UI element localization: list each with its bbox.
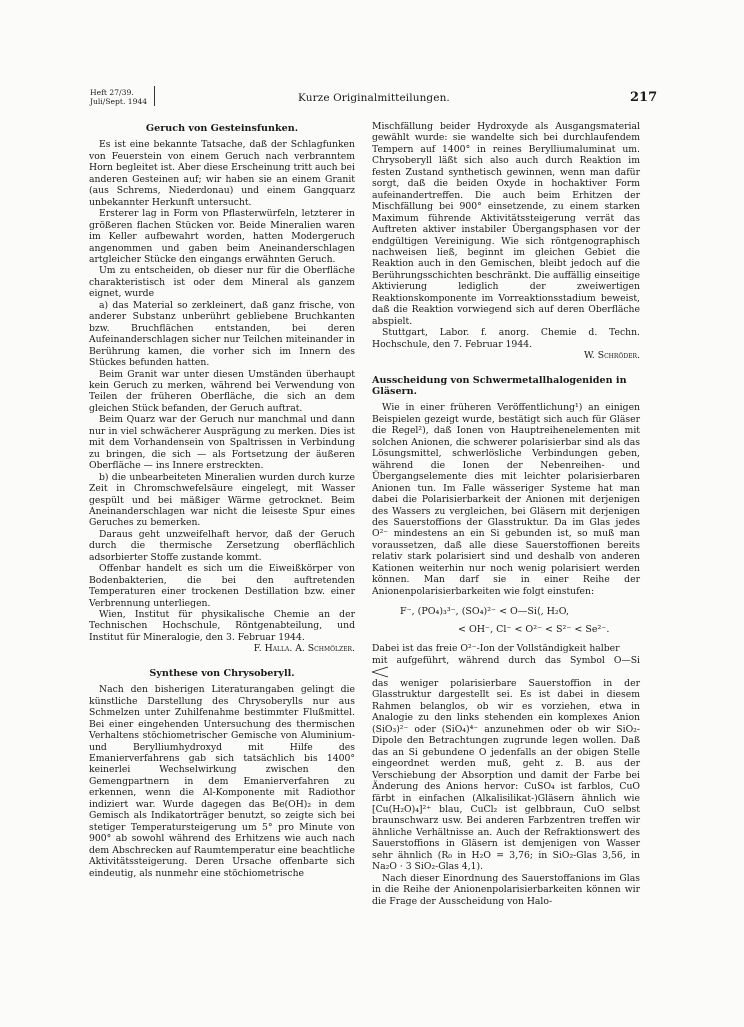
symbol-line-text: mit aufgeführt, während durch das Symbol O—Si — [372, 654, 640, 666]
author-signature: F. Halla. A. Schmölzer. — [253, 643, 355, 655]
paragraph: Nach dieser Einordnung des Sauerstoffanions im Glas in die Reihe der Anionenpolarisierbarkeiten können wir die Frage der Ausscheidung von Halo- — [372, 872, 640, 907]
paragraph: Daraus geht unzweifelhaft hervor, daß der Geruch durch die thermische Zersetzung oberflächlich adsorbierter Stoffe zustande kommt. — [89, 528, 355, 563]
page-header — [0, 0, 744, 120]
paragraph: Wie in einer früheren Veröffentlichung¹) an einigen Beispielen gezeigt wurde, bestätigt sich auch für Gläser die Regel²), daß Ionen von Hauptreihenelementen mit solchen Anionen, die schwerer polarisierbar sind als das Lösungsmittel, schwerlösliche Verbindungen geben, während die Ionen der Nebenreihen- und Übergangselemente dies mit leichter polarisierbaren Anionen tun. Im Falle wässeriger Systeme hat man dabei die Polarisierbarkeit der Anionen mit derjenigen des Wassers zu vergleichen, bei Gläsern mit derjenigen des Sauerstoffions der Glasstruktur. Da im Glas jedes O²⁻ mindestens an ein Si gebunden ist, so muß man voraussetzen, daß alle diese Sauerstoffionen bereits relativ stark polarisiert sind und deshalb von anderen Kationen weiterhin nur noch wenig polarisiert werden können. Man darf sie in einer Reihe der Anionenpolarisierbarkeiten wie folgt einstufen: — [372, 402, 640, 597]
affiliation: Wien, Institut für physikalische Chemie an der Technischen Hochschule, Röntgenabteilung, und Institut für Mineralogie, den 3. Februar 1944. — [89, 609, 355, 643]
list-item-a: a) das Material so zerkleinert, daß ganz frische, von anderer Substanz unberührt gebliebene Bruchkanten bzw. Bruchflächen entstanden, bei deren Aufeinanderschlagen sicher nur Teilchen miteinander in Berührung kamen, die vorher sich im Innern des Stückes befunden hatten. — [89, 299, 355, 369]
affiliation: Stuttgart, Labor. f. anorg. Chemie d. Techn. Hochschule, den 7. Februar 1944. — [372, 327, 640, 350]
paragraph: Beim Granit war unter diesen Umständen überhaupt kein Geruch zu merken, während bei Verwendung von Teilen der früheren Oberfläche, die sich an dem gleichen Stück befanden, der Geruch auftrat. — [89, 368, 355, 414]
symbol-line — [372, 655, 640, 678]
page-number: 217 — [630, 90, 658, 105]
paragraph: Um zu entscheiden, ob dieser nur für die Oberfläche charakteristisch ist oder dem Mineral als ganzem eignet, wurde — [89, 265, 355, 300]
left-column — [89, 118, 355, 879]
paragraph: Offenbar handelt es sich um die Eiweißkörper von Bodenbakterien, die bei den auftretenden Temperaturen einer trockenen Destillation bzw. einer Verbrennung unterliegen. — [89, 563, 355, 609]
issue-bracket — [150, 86, 155, 106]
running-title: Kurze Originalmitteilungen. — [298, 92, 450, 104]
paragraph: Beim Quarz war der Geruch nur manchmal und dann nur in viel schwächerer Ausprägung zu merken. Dies ist mit dem Vorhandensein von Spaltrissen in Verbindung zu bringen, die sich — als Fortsetzung der äußeren Oberfläche — ins Innere erstreckten. — [89, 414, 355, 472]
list-item-b: b) die unbearbeiteten Mineralien wurden durch kurze Zeit in Chromschwefelsäure eingelegt, mit Wasser gespült und bei mäßiger Wärme getrocknet. Beim Aneinanderschlagen war nicht die leiseste Spur eines Geruches zu bemerken. — [89, 471, 355, 529]
formula-line-1: F⁻, (PO₄)₃³⁻, (SO₄)²⁻ < O—Si⟨, H₂O, — [400, 606, 569, 618]
paragraph: Dabei ist das freie O²⁻-Ion der Vollständigkeit halber — [372, 643, 620, 655]
section-title-schwermetallhalogenide: Ausscheidung von Schwermetallhalogeniden in Gläsern. — [372, 374, 627, 397]
paragraph: Es ist eine bekannte Tatsache, daß der Schlagfunken von Feuerstein von einem Geruch nach verbranntem Horn begleitet ist. Aber diese Erscheinung tritt auch bei anderen Gesteinen auf; wir haben sie an einem Granit (aus Schrems, Niederdonau) und einem Gangquarz unbekannter Herkunft untersucht. — [89, 139, 355, 208]
right-column — [372, 121, 640, 907]
issue-number: Heft 27/39. — [90, 88, 134, 97]
section-title-chrysoberyll: Synthese von Chrysoberyll. — [149, 667, 295, 679]
issue-info — [90, 88, 147, 106]
author-signature: W. Schröder. — [583, 350, 640, 362]
silicon-bond-symbol-icon — [372, 666, 410, 678]
anion-polarizability-series — [372, 603, 640, 639]
paragraph: das weniger polarisierbare Sauerstoffion in der Glasstruktur dargestellt sei. Es ist dabei in diesem Rahmen belanglos, ob wir es vorziehen, etwa in Analogie zu den links stehenden ein komplexes Anion (SiO₃)²⁻ oder (SiO₄)⁴⁻ anzunehmen oder ob wir SiO₂-Dipole den Betrachtungen zugrunde legen wollen. Daß das an Si gebundene O jedenfalls an der obigen Stelle eingeordnet werden muß, geht z. B. aus der Verschiebung der Absorption und damit der Farbe bei Änderung des Anions hervor: CuSO₄ ist farblos, CuO färbt in einfachen (Alkalisilikat-)Gläsern ähnlich wie [Cu(H₂O)₄]²⁺ blau, CuCl₂ ist gelbbraun, CuO selbst braunschwarz usw. Bei anderen Farbzentren treffen wir ähnliche Verhältnisse an. Auch der Refraktionswert des Sauerstoffions in Gläsern ist demjenigen von Wasser sehr ähnlich (R₀ in H₂O = 3,76; in SiO₂-Glas 3,56, in Na₂O · 3 SiO₂-Glas 4,1). — [372, 678, 640, 873]
formula-line-2: < OH⁻, Cl⁻ < O²⁻ < S²⁻ < Se²⁻. — [458, 624, 610, 636]
section-title-gesteinsfunken: Geruch von Gesteinsfunken. — [145, 123, 299, 134]
paragraph: Ersterer lag in Form von Pflasterwürfeln, letzterer in größeren flachen Stücken vor. Beide Mineralien waren im Keller aufbewahrt worden, hatten Modergeruch angenommen und gaben beim Aneinanderschlagen artgleicher Stücke den eingangs erwähnten Geruch. — [89, 208, 355, 265]
issue-date: Juli/Sept. 1944 — [90, 97, 148, 106]
paragraph: Nach den bisherigen Literaturangaben gelingt die künstliche Darstellung des Chrysoberylls nur aus Schmelzen unter Zuhilfenahme bestimmter Flußmittel. Bei einer eingehenden Untersuchung des thermischen Verhaltens stöchiometrischer Gemische von Aluminium- und Berylliumhydroxyd mit Hilfe des Emanierverfahrens gab sich tatsächlich bis 1400° keinerlei Wechselwirkung zwischen den Gemengpartnern in dem Emanierverfahren zu erkennen, wenn die Al-Komponente mit Radiothor indiziert war. Wurde dagegen das Be(OH)₂ in dem Gemisch als Indikatorträger benutzt, so zeigte sich bei stetiger Temperatursteigerung um 5° pro Minute von 900° ab sowohl während des Erhitzens wie auch nach dem Abschrecken auf Raumtemperatur eine beachtliche Aktivitätssteigerung. Deren Ursache offenbarte sich eindeutig, als nunmehr eine stöchiometrische — [89, 684, 355, 879]
paragraph-continued: Mischfällung beider Hydroxyde als Ausgangsmaterial gewählt wurde: sie wandelte sich bei durchlaufendem Tempern auf 1400° in reines Berylliumaluminat um. Chrysoberyll läßt sich also auch durch Reaktion im festen Zustand synthetisch gewinnen, wenn man dafür sorgt, daß die beiden Oxyde in hochaktiver Form aufeinandertreffen. Die auch beim Erhitzen der Mischfällung bei 900° einsetzende, zu einem starken Maximum führende Aktivitätssteigerung verrät das Auftreten aktiver instabiler Übergangsphasen vor der endgültigen Vereinigung. Wie sich röntgenographisch nachweisen ließ, beginnt im gleichen Gebiet die Reaktion auch in den Gemischen, bleibt jedoch auf die Berührungsschichten beschränkt. Die auffällig einseitige Aktivierung lediglich der zweiwertigen Reaktionskomponente im Vorreaktionsstadium beweist, daß die Reaktion vorwiegend sich auf deren Oberfläche abspielt. — [372, 121, 640, 327]
